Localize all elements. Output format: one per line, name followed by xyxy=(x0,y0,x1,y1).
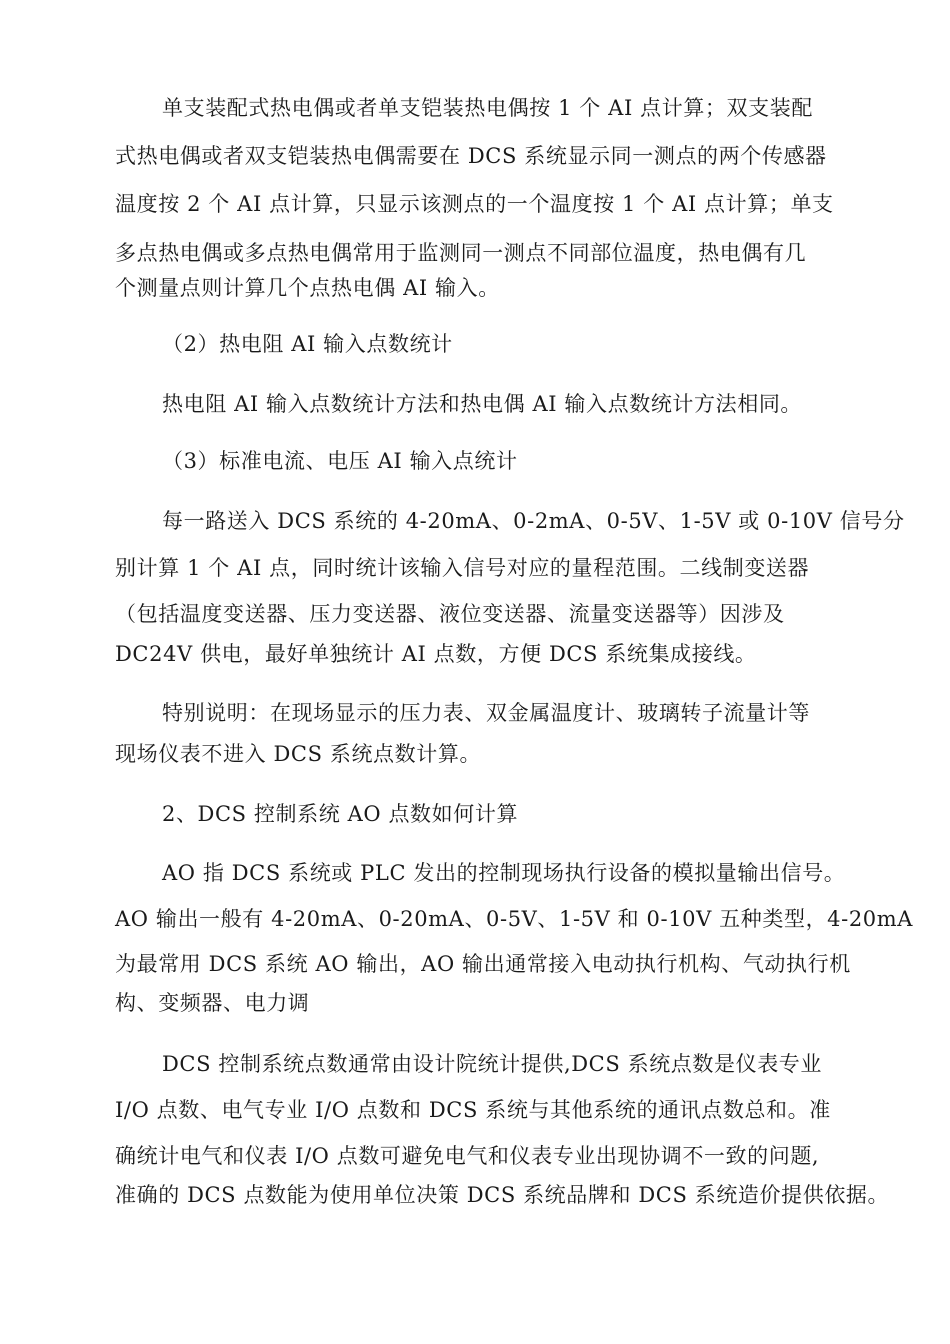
paragraph-line: 个测量点则计算几个点热电偶 AI 输入。 xyxy=(115,276,500,300)
paragraph-line: 多点热电偶或多点热电偶常用于监测同一测点不同部位温度，热电偶有几 xyxy=(115,241,807,265)
paragraph-line: 特别说明：在现场显示的压力表、双金属温度计、玻璃转子流量计等 xyxy=(162,701,810,725)
paragraph-line: 温度按 2 个 AI 点计算，只显示该测点的一个温度按 1 个 AI 点计算；单支 xyxy=(115,192,834,216)
paragraph-line: 热电阻 AI 输入点数统计方法和热电偶 AI 输入点数统计方法相同。 xyxy=(162,392,803,416)
paragraph-line: 为最常用 DCS 系统 AO 输出，AO 输出通常接入电动执行机构、气动执行机 xyxy=(115,952,851,976)
paragraph-line: 式热电偶或者双支铠装热电偶需要在 DCS 系统显示同一测点的两个传感器 xyxy=(115,144,827,168)
paragraph-line: AO 输出一般有 4-20mA、0-20mA、0-5V、1-5V 和 0-10V 五种类型，4-20mA xyxy=(115,907,914,931)
paragraph-line: 准确的 DCS 点数能为使用单位决策 DCS 系统品牌和 DCS 系统造价提供依据。 xyxy=(115,1183,890,1207)
section-heading: 2、DCS 控制系统 AO 点数如何计算 xyxy=(162,802,519,826)
section-heading: （3）标准电流、电压 AI 输入点统计 xyxy=(162,449,518,473)
paragraph-line: 确统计电气和仪表 I/O 点数可避免电气和仪表专业出现协调不一致的问题, xyxy=(115,1144,820,1168)
paragraph-line: AO 指 DCS 系统或 PLC 发出的控制现场执行设备的模拟量输出信号。 xyxy=(162,861,846,885)
paragraph-line: 每一路送入 DCS 系统的 4-20mA、0-2mA、0-5V、1-5V 或 0-10V 信号分 xyxy=(162,509,905,533)
paragraph-line: 单支装配式热电偶或者单支铠装热电偶按 1 个 AI 点计算；双支装配 xyxy=(162,96,813,120)
paragraph-line: 构、变频器、电力调 xyxy=(115,991,310,1015)
paragraph-line: I/O 点数、电气专业 I/O 点数和 DCS 系统与其他系统的通讯点数总和。准 xyxy=(115,1098,831,1122)
section-heading: （2）热电阻 AI 输入点数统计 xyxy=(162,332,453,356)
paragraph-line: DC24V 供电，最好单独统计 AI 点数，方便 DCS 系统集成接线。 xyxy=(115,642,757,666)
paragraph-line: 别计算 1 个 AI 点，同时统计该输入信号对应的量程范围。二线制变送器 xyxy=(115,556,810,580)
paragraph-line: 现场仪表不进入 DCS 系统点数计算。 xyxy=(115,742,482,766)
paragraph-line: （包括温度变送器、压力变送器、液位变送器、流量变送器等）因涉及 xyxy=(115,602,785,626)
paragraph-line: DCS 控制系统点数通常由设计院统计提供,DCS 系统点数是仪表专业 xyxy=(162,1052,823,1076)
